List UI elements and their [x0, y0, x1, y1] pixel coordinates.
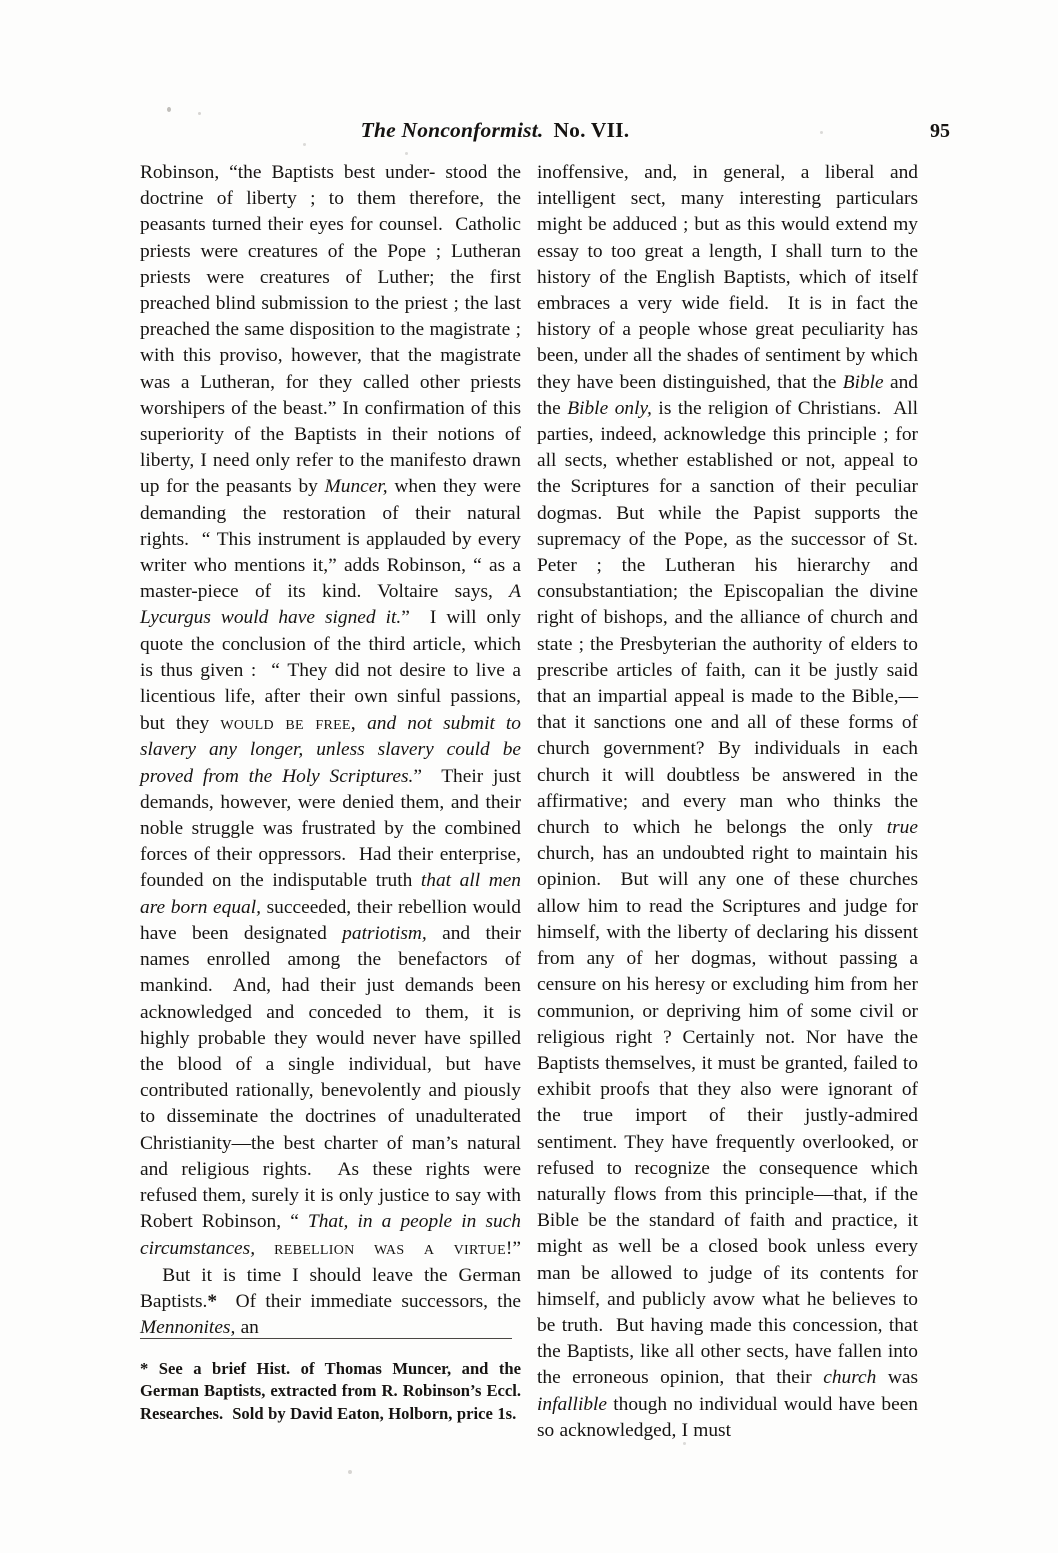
journal-title: The Nonconformist. [360, 118, 544, 142]
issue-number: No. VII. [553, 118, 630, 142]
smallcaps-rebellion-virtue: rebellion was a virtue [274, 1237, 506, 1260]
right-column [537, 160, 918, 1444]
paragraph: inoffensive, and, in general, a liberal and intelligent sect, many interesting particulars might be adduced ; but as this would extend my essay to too great a length, I shall turn to the history of the English Baptists, which of itself embraces a very wide field. It is in fact the history of a people whose great peculiarity has been, under all the shades of sentiment by which they have been distinguished, that the Bible and the Bible only, is the religion of Christians. All parties, indeed, acknowledge this principle ; for all sects, whether established or not, appeal to the Scriptures for a sanction of their peculiar dogmas. But while the Papist supports the supremacy of the Pope, as the successor of St. Peter ; the Lutheran his hierarchy and consubstantiation; the Episcopalian the divine right of bishops, and the alliance of church and state ; the Presbyterian the authority of elders to prescribe articles of faith, can it be justly said that an impartial appeal is made to the Bible,—that it sanctions one and all of these forms of church government? By individuals in each church it will doubtless be answered in the affirmative; and every man who thinks the church to which he belongs the only true church, has an undoubted right to maintain his opinion. But will any one of these churches allow him to read the Scriptures and judge for himself, with the liberty of declaring his dissent from any of her dogmas, without passing a censure on his heresy or excluding him from her communion, or depriving him of some civil or religious right ? Certainly not. Nor have the Baptists themselves, it must be granted, failed to exhibit proofs that they also were ignorant of the true import of their justly-admired sentiment. They have frequently overlooked, or refused to recognize the consequence which naturally flows from this principle—that, if the Bible be the standard of faith and practice, it might as well be a closed book unless every man be allowed to judge of its contents for himself, and publicly avow what he believes to be truth. But having made this concession, that the Baptists, like all other sects, have fallen into the erroneous opinion, that their church was infallible though no individual would have been so acknowledged, I must [537, 162, 919, 1441]
word-true: true [886, 817, 918, 839]
quote-born-equal: that all men are born equal, [140, 870, 521, 918]
footnote: * See a brief Hist. of Thomas Muncer, and the German Baptists, extracted from R. Robinson’s Eccl. Researches. Sold by David Eaton, Holborn, price 1s. [140, 1359, 521, 1423]
smallcaps-would-be-free: would be free, [220, 712, 357, 735]
quote-slavery: and not submit to slavery any longer, unless slavery could be proved from the Holy Scriptures. [140, 713, 521, 787]
page-folio: 95 [930, 120, 950, 142]
word-patriotism: patriotism, [342, 922, 427, 944]
left-column [140, 160, 521, 1423]
quote-lycurgus: A Lycurgus would have signed it. [140, 581, 521, 629]
footnote-marker: * [140, 1359, 149, 1378]
running-head [140, 118, 950, 152]
quote-rebellion: That, in a people in such circumstances, [140, 1211, 521, 1260]
word-infallible: infallible [537, 1393, 608, 1415]
word-church: church [823, 1367, 877, 1389]
scan-speck [348, 1470, 352, 1474]
footnote-reference-marker: * [207, 1290, 218, 1312]
running-head-title [140, 118, 850, 143]
scan-speck [167, 107, 171, 112]
paragraph: But it is time I should leave the German Baptists.* Of their immediate successors, the Mennonites, an [140, 1264, 521, 1338]
name-mennonites: Mennonites, [140, 1316, 236, 1338]
footnote-separator-rule [140, 1338, 512, 1339]
word-bible: Bible [842, 371, 884, 393]
phrase-bible-only: Bible only, [567, 397, 652, 419]
scan-speck [198, 112, 201, 115]
name-muncer: Muncer, [324, 476, 388, 498]
scan-speck [405, 152, 408, 155]
paragraph: Robinson, “the Baptists best under- stood the doctrine of liberty ; to them therefore, the peasants turned their eyes for counsel. Catholic priests were creatures of the Pope ; Lutheran priests were creatures of Luther; the first preached blind submission to the priest ; the last preached the same disposition to the magistrate ; with this proviso, however, that the magistrate was a Lutheran, for they called other priests worshipers of the beast.” In confirmation of this superiority of the Baptists in their notions of liberty, I need only refer to the manifesto drawn up for the peasants by Muncer, when they were demanding the restoration of their natural rights. “ This instrument is applauded by every writer who mentions it,” adds Robinson, “ as a master-piece of its kind. Voltaire says, A Lycurgus would have signed it.” I will only quote the conclusion of the third article, which is thus given : “ They did not desire to live a licentious life, after their own sinful passions, but they would be free, and not submit to slavery any longer, unless slavery could be proved from the Holy Scriptures.” Their just demands, however, were denied them, and their noble struggle was frustrated by the combined forces of their oppressors. Had their enterprise, founded on the indisputable truth that all men are born equal, succeeded, their rebellion would have been designated patriotism, and their names enrolled among the benefactors of mankind. And, had their just demands been acknowledged and conceded to them, it is highly probable they would never have spilled the blood of a single individual, but have contributed rationally, benevolently and piously to disseminate the doctrines of unadulterated Christianity—the best charter of man’s natural and religious rights. As these rights were refused them, surely it is only justice to say with Robert Robinson, “ That, in a people in such circumstances, rebellion was a virtue!” [140, 162, 521, 1260]
